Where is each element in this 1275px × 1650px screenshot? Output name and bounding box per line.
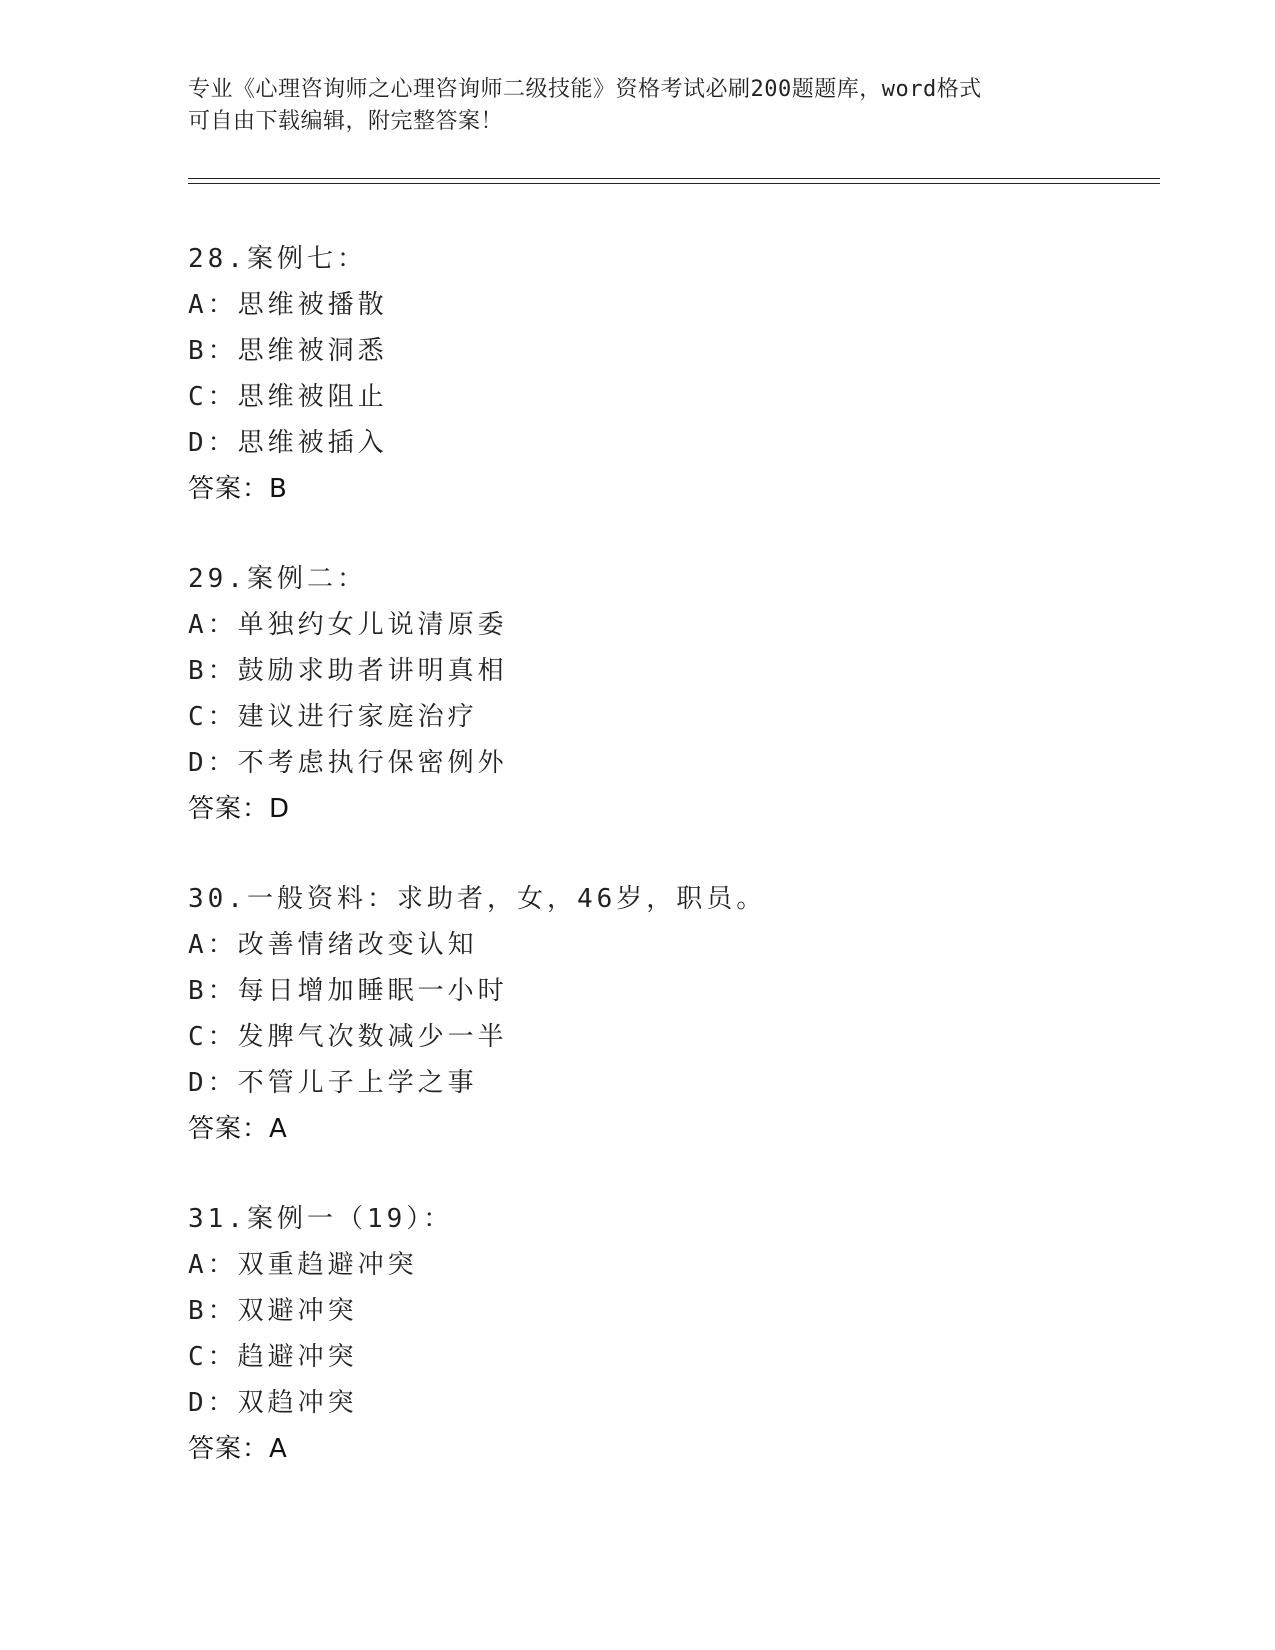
answer: 答案：A xyxy=(188,1114,288,1144)
answer: 答案：B xyxy=(188,474,288,504)
option-c: C：发脾气次数减少一半 xyxy=(188,1022,508,1052)
option-c: C：趋避冲突 xyxy=(188,1342,358,1372)
option-c: C：建议进行家庭治疗 xyxy=(188,702,478,732)
question-stem: 31.案例一（19）： xyxy=(188,1204,454,1234)
question-28 xyxy=(188,236,1088,512)
option-a: A：单独约女儿说清原委 xyxy=(188,610,508,640)
option-a: A：改善情绪改变认知 xyxy=(188,930,478,960)
option-d: D：思维被插入 xyxy=(188,428,388,458)
option-b: B：每日增加睡眠一小时 xyxy=(188,976,508,1006)
question-stem: 30.一般资料：求助者，女，46岁，职员。 xyxy=(188,884,767,914)
header-divider-top xyxy=(188,178,1160,179)
option-b: B：双避冲突 xyxy=(188,1296,358,1326)
option-c: C：思维被阻止 xyxy=(188,382,388,412)
option-d: D：不考虑执行保密例外 xyxy=(188,748,508,778)
option-b: B：鼓励求助者讲明真相 xyxy=(188,656,508,686)
option-d: D：双趋冲突 xyxy=(188,1388,358,1418)
question-31 xyxy=(188,1196,1088,1472)
option-d: D：不管儿子上学之事 xyxy=(188,1068,478,1098)
answer: 答案：D xyxy=(188,794,291,824)
answer: 答案：A xyxy=(188,1434,288,1464)
header-divider-bottom xyxy=(188,183,1160,184)
question-list xyxy=(188,236,1088,1516)
question-stem: 29.案例二： xyxy=(188,564,367,594)
option-b: B：思维被洞悉 xyxy=(188,336,388,366)
document-header xyxy=(188,74,1088,138)
option-a: A：思维被播散 xyxy=(188,290,388,320)
option-a: A：双重趋避冲突 xyxy=(188,1250,418,1280)
question-30 xyxy=(188,876,1088,1152)
header-title-line-1: 专业《心理咨询师之心理咨询师二级技能》资格考试必刷200题题库，word格式 xyxy=(188,77,982,102)
question-stem: 28.案例七： xyxy=(188,244,367,274)
header-title-line-2: 可自由下载编辑，附完整答案！ xyxy=(188,109,504,134)
question-29 xyxy=(188,556,1088,832)
